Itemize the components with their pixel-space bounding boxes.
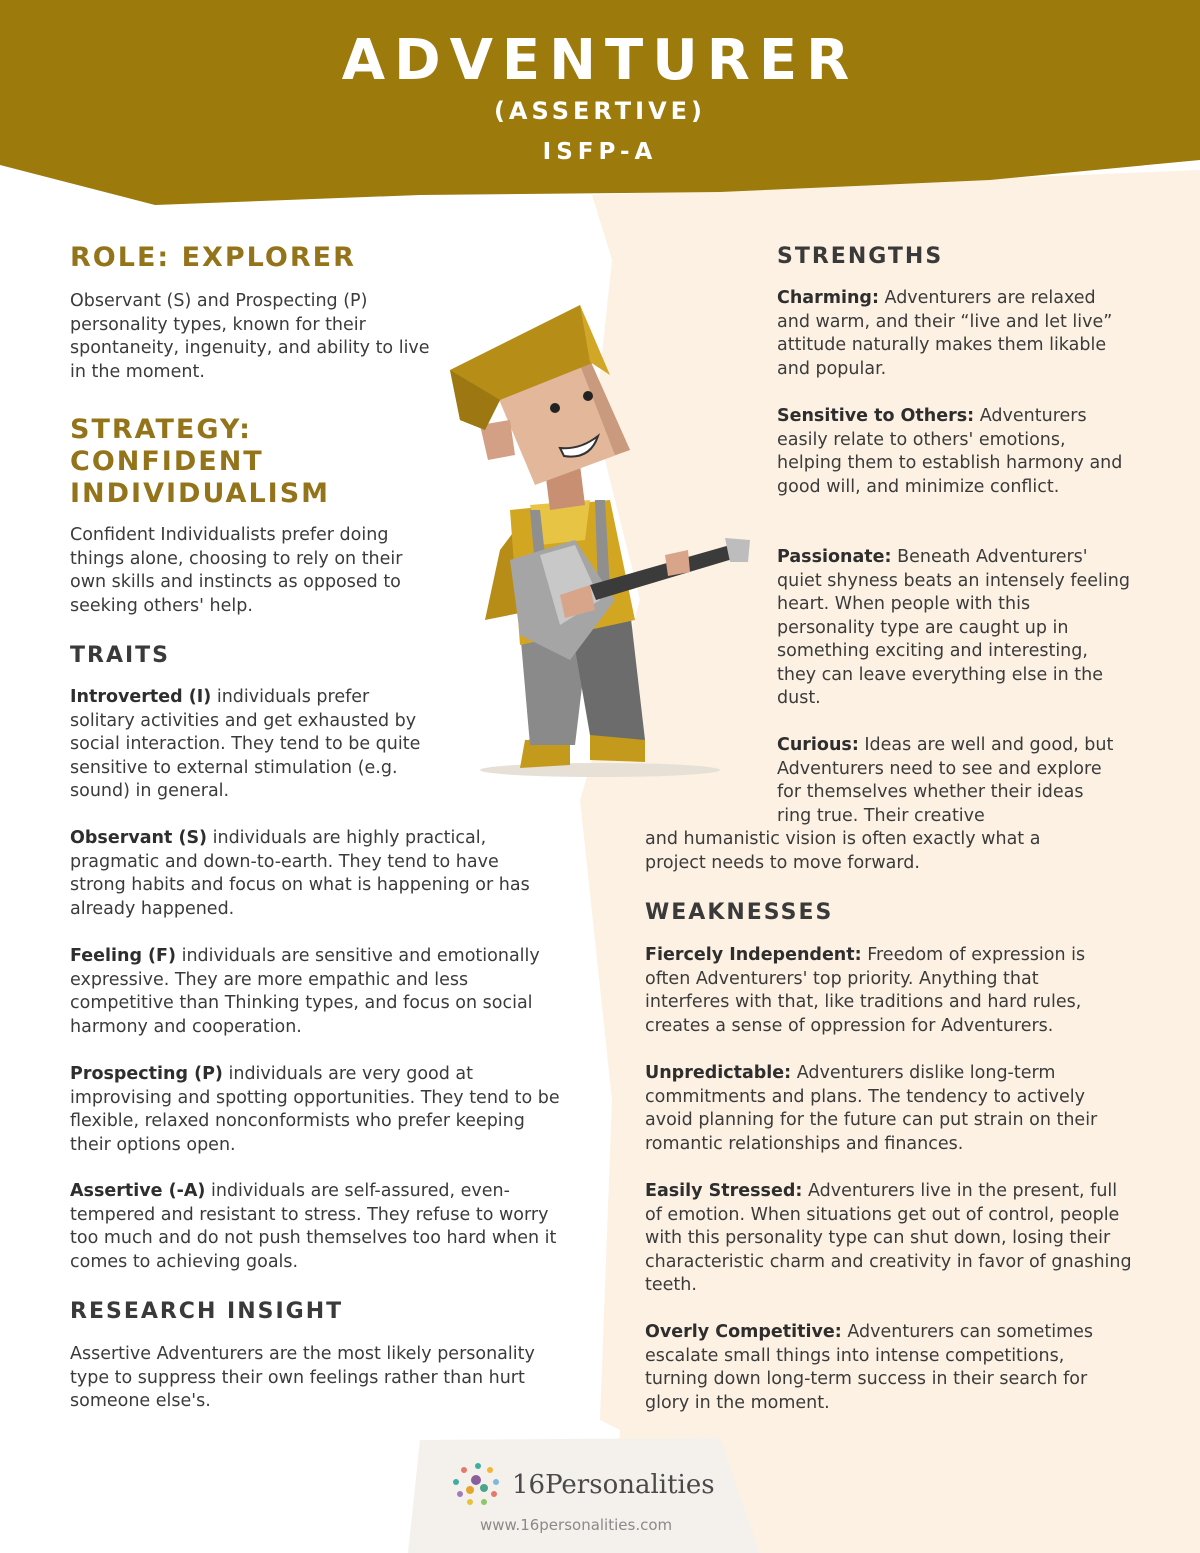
- weakness-term: Easily Stressed:: [645, 1181, 803, 1201]
- personality-code: ISFP-A: [542, 139, 658, 165]
- trait-term: Feeling (F): [70, 946, 177, 966]
- weakness-text: Adventurers can sometimes escalate small things into intense competitions, turning down long-term success in their search for glory in the moment.: [645, 1322, 1094, 1413]
- strength-item: [777, 546, 1132, 711]
- trait-text: individuals prefer solitary activities and get exhausted by social interaction. They tend to be quite sensitive to external stimulation (e.g. sound) in general.: [70, 687, 421, 801]
- trait-text: individuals are sensitive and emotionally expressive. They are more empathic and less competitive than Thinking types, and focus on social harmony and cooperation.: [70, 946, 540, 1037]
- weakness-text: Adventurers dislike long-term commitments and plans. The tendency to actively avoid planning for the future can put strain on their romantic relationships and finances.: [645, 1063, 1098, 1154]
- weakness-term: Fiercely Independent:: [645, 945, 862, 965]
- strength-text: Adventurers easily relate to others' emotions, helping them to establish harmony and good will, and minimize conflict.: [777, 406, 1123, 497]
- strength-item-continuation: [645, 828, 1095, 875]
- research-heading: RESEARCH INSIGHT: [70, 1299, 344, 1324]
- strength-continuation-text: and humanistic vision is often exactly what a project needs to move forward.: [645, 829, 1041, 873]
- trait-item: [70, 1180, 560, 1274]
- weakness-item: [645, 1321, 1125, 1415]
- strategy-heading-line3: INDIVIDUALISM: [70, 478, 331, 509]
- strategy-heading-line1: STRATEGY:: [70, 414, 252, 445]
- trait-text: individuals are very good at improvising and spotting opportunities. They tend to be flexible, relaxed nonconformists who prefer keeping their options open.: [70, 1064, 560, 1155]
- logo-mark-icon: [453, 1463, 499, 1505]
- page-subtitle: (ASSERTIVE): [493, 97, 707, 125]
- brand-url[interactable]: www.16personalities.com: [480, 1516, 673, 1534]
- research-section: [70, 1299, 343, 1324]
- adventurer-illustration: [440, 300, 760, 790]
- strategy-text-block: [70, 524, 435, 618]
- brand-name: 16Personalities: [512, 1470, 715, 1500]
- strength-term: Sensitive to Others:: [777, 406, 975, 426]
- traits-heading: TRAITS: [70, 643, 171, 668]
- trait-term: Introverted (I): [70, 687, 212, 707]
- strength-text: Ideas are well and good, but Adventurers need to see and explore for themselves whether their ideas ring true. Their creative: [777, 735, 1114, 826]
- trait-text: individuals are self-assured, even-tempered and resistant to stress. They refuse to worry too much and do not push themselves too hard when it comes to achieving goals.: [70, 1181, 557, 1272]
- weakness-term: Unpredictable:: [645, 1063, 792, 1083]
- strength-item: [777, 405, 1127, 499]
- role-section: [70, 242, 490, 274]
- strength-term: Curious:: [777, 735, 859, 755]
- trait-item: [70, 827, 540, 921]
- role-text: Observant (S) and Prospecting (P) personality types, known for their spontaneity, ingenuity, and ability to live in the moment.: [70, 291, 430, 382]
- trait-text: individuals are highly practical, pragmatic and down-to-earth. They tend to have strong habits and focus on what is happening or has already happened.: [70, 828, 530, 919]
- strength-text: Beneath Adventurers' quiet shyness beats an intensely feeling heart. When people with this personality type are caught up in something exciting and interesting, they can leave everything else in the dust.: [777, 547, 1130, 708]
- weaknesses-section: [645, 900, 833, 925]
- trait-term: Observant (S): [70, 828, 208, 848]
- weakness-term: Overly Competitive:: [645, 1322, 842, 1342]
- trait-item: [70, 1063, 560, 1157]
- strengths-heading: STRENGTHS: [777, 244, 944, 269]
- weaknesses-heading: WEAKNESSES: [645, 900, 834, 925]
- trait-term: Prospecting (P): [70, 1064, 223, 1084]
- role-heading: ROLE: EXPLORER: [70, 242, 356, 273]
- role-text-block: [70, 290, 435, 384]
- strength-item: [777, 287, 1122, 381]
- strategy-heading-line2: CONFIDENT: [70, 446, 264, 477]
- strengths-section: [777, 244, 943, 269]
- trait-item: [70, 686, 430, 804]
- page-title: ADVENTURER: [341, 28, 859, 93]
- weakness-text: Adventurers live in the present, full of emotion. When situations get out of control, people with this personality type can shut down, losing their characteristic charm and creativity in favor of gnashing teeth.: [645, 1181, 1132, 1295]
- strategy-text: Confident Individualists prefer doing things alone, choosing to rely on their own skills and instincts as opposed to seeking others' help.: [70, 525, 403, 616]
- trait-item: [70, 945, 545, 1039]
- research-text-block: [70, 1343, 535, 1414]
- strength-text: Adventurers are relaxed and warm, and their “live and let live” attitude naturally makes them likable and popular.: [777, 288, 1113, 379]
- traits-section: [70, 643, 170, 668]
- trait-term: Assertive (-A): [70, 1181, 206, 1201]
- weakness-item: [645, 1062, 1135, 1156]
- research-text: Assertive Adventurers are the most likely personality type to suppress their own feelings rather than hurt someone else's.: [70, 1344, 535, 1411]
- strategy-section: [70, 414, 450, 510]
- strength-term: Passionate:: [777, 547, 892, 567]
- strength-item: [777, 734, 1117, 828]
- weakness-text: Freedom of expression is often Adventurers' top priority. Anything that interferes with that, like traditions and hard rules, creates a sense of oppression for Adventurers.: [645, 945, 1086, 1036]
- weakness-item: [645, 944, 1125, 1038]
- strength-term: Charming:: [777, 288, 879, 308]
- weakness-item: [645, 1180, 1135, 1298]
